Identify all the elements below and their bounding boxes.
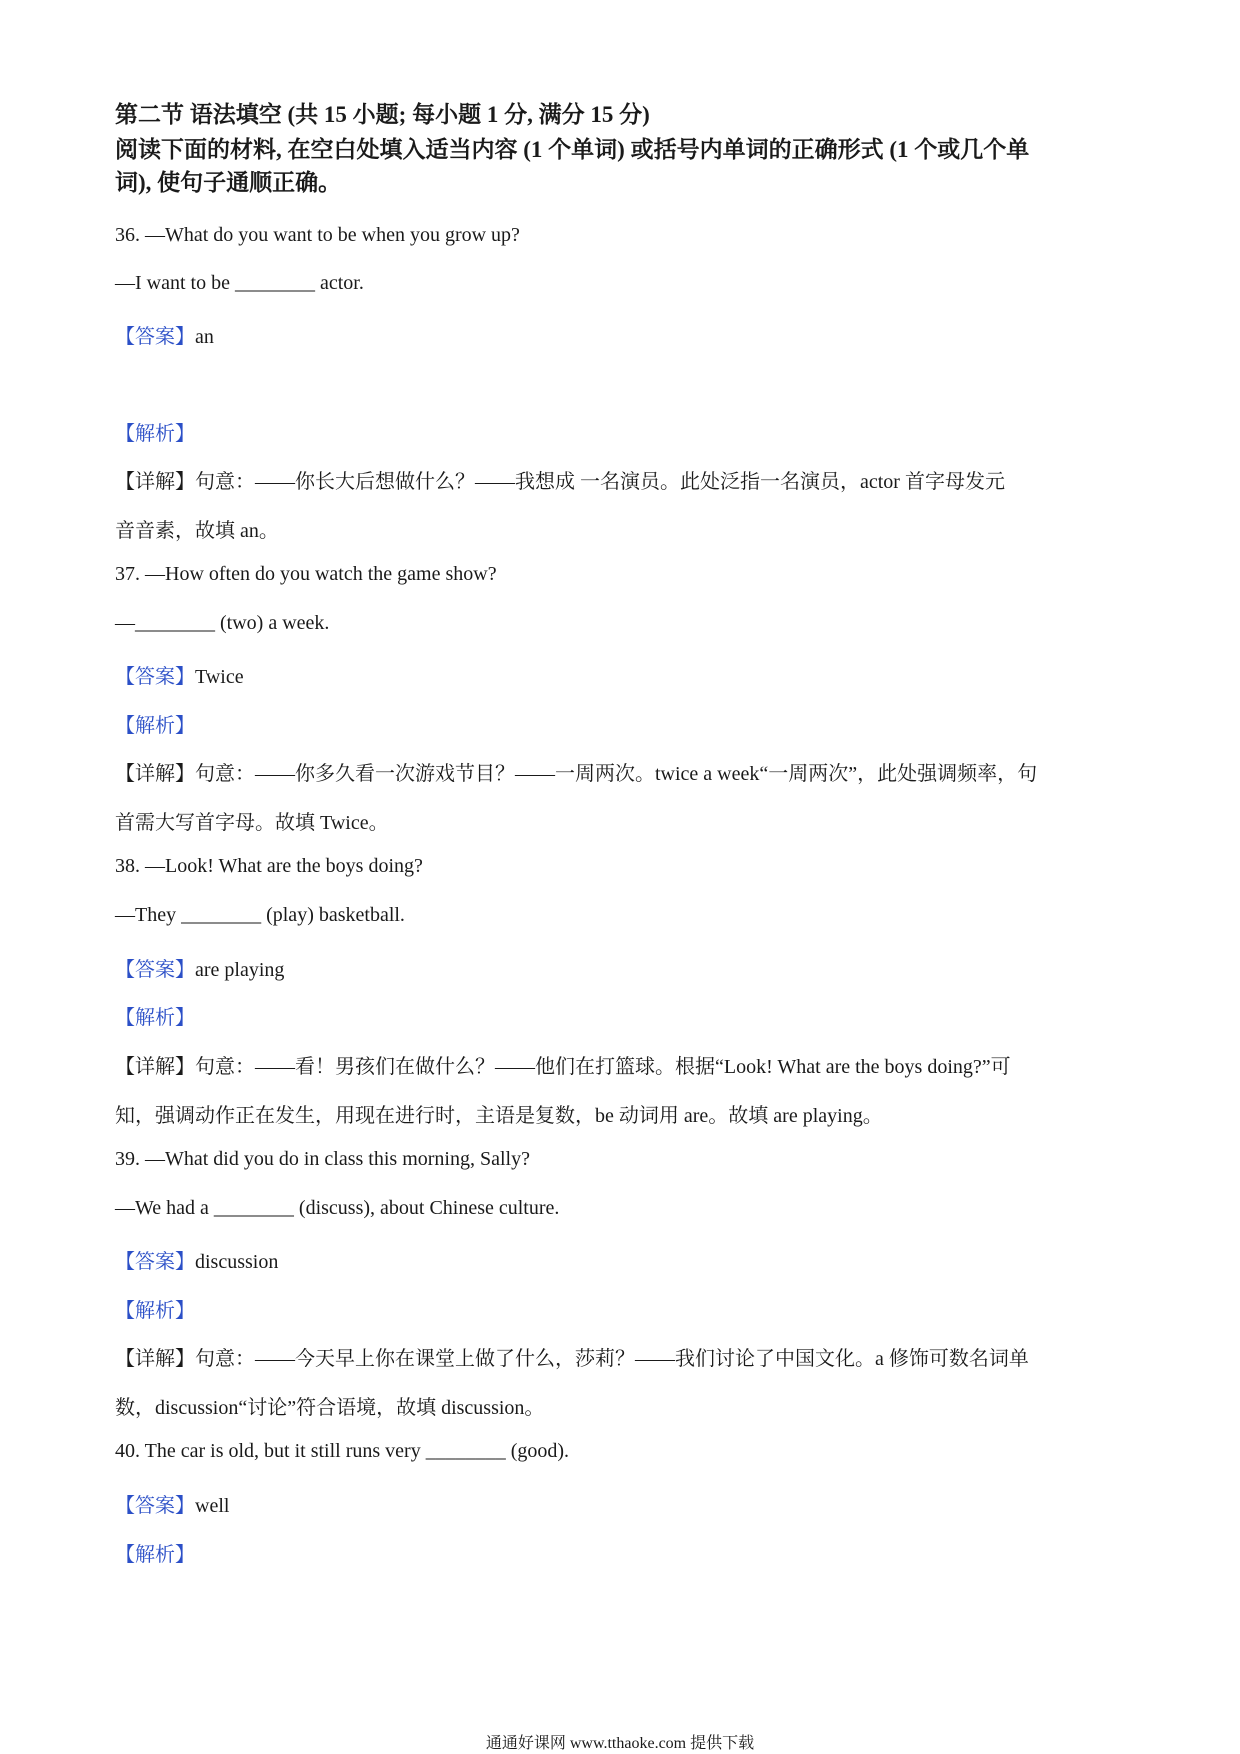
q39-question: 39. —What did you do in class this morning, Sally?: [115, 1148, 530, 1170]
section-title: 第二节 语法填空 (共 15 小题; 每小题 1 分, 满分 15 分): [115, 102, 650, 127]
q40-analysis-label: 【解析】: [115, 1544, 195, 1566]
answer-label: 【答案】: [115, 326, 195, 348]
q37-analysis-label: 【解析】: [115, 715, 195, 737]
q36-question: 36. —What do you want to be when you grow up?: [115, 224, 520, 246]
q39-detail-1: 【详解】句意：——今天早上你在课堂上做了什么，莎莉？——我们讨论了中国文化。a 修饰可数名词单: [115, 1348, 1029, 1370]
q38-detail-2: 知，强调动作正在发生，用现在进行时，主语是复数，be 动词用 are。故填 are playing。: [115, 1105, 883, 1127]
section-instruction: [115, 133, 1135, 200]
q37-answer: Twice: [195, 666, 244, 688]
q36-detail-2: 音音素，故填 an。: [115, 520, 279, 542]
detail-label: 【详解】: [115, 1056, 195, 1078]
q36-analysis-label: 【解析】: [115, 423, 195, 445]
q36-answer: an: [195, 326, 214, 348]
q40-question: 40. The car is old, but it still runs very ________ (good).: [115, 1440, 570, 1462]
q38-response: —They ________ (play) basketball.: [115, 904, 405, 926]
q37-detail-2: 首需大写首字母。故填 Twice。: [115, 812, 389, 834]
answer-label: 【答案】: [115, 666, 195, 688]
detail-label: 【详解】: [115, 471, 195, 493]
q37-response: —________ (two) a week.: [115, 612, 330, 634]
instruction-line-1: 阅读下面的材料, 在空白处填入适当内容 (1 个单词) 或括号内单词的正确形式 (1 个或几个单: [115, 137, 1030, 162]
q36-answer-row: [115, 320, 214, 349]
answer-label: 【答案】: [115, 1495, 195, 1517]
q39-analysis-label: 【解析】: [115, 1300, 195, 1322]
q36-response: —I want to be ________ actor.: [115, 272, 364, 294]
q39-response: —We had a ________ (discuss), about Chinese culture.: [115, 1197, 560, 1219]
q39-detail-2: 数，discussion“讨论”符合语境，故填 discussion。: [115, 1397, 545, 1419]
q39-answer: discussion: [195, 1251, 279, 1273]
q38-answer-row: [115, 953, 284, 982]
q38-detail-1: 【详解】句意：——看！男孩们在做什么？——他们在打篮球。根据“Look! What are the boys doing?”可: [115, 1056, 1011, 1078]
q37-answer-row: [115, 660, 244, 689]
detail-label: 【详解】: [115, 763, 195, 785]
q37-question: 37. —How often do you watch the game show?: [115, 563, 497, 585]
instruction-line-2: 词), 使句子通顺正确。: [115, 170, 342, 196]
q40-answer-row: [115, 1489, 229, 1518]
q38-analysis-label: 【解析】: [115, 1007, 195, 1029]
page-footer: 通通好课网 www.tthaoke.com 提供下载: [485, 1735, 755, 1752]
answer-label: 【答案】: [115, 1251, 195, 1273]
q39-answer-row: [115, 1245, 278, 1274]
q36-detail-1: 【详解】句意：——你长大后想做什么？——我想成 一名演员。此处泛指一名演员，actor 首字母发元: [115, 471, 1005, 493]
q38-question: 38. —Look! What are the boys doing?: [115, 855, 423, 877]
q37-detail-1: 【详解】句意：——你多久看一次游戏节目？——一周两次。twice a week“一周两次”，此处强调频率，句: [115, 763, 1038, 785]
detail-label: 【详解】: [115, 1348, 195, 1370]
q38-answer: are playing: [195, 959, 285, 981]
q40-answer: well: [195, 1495, 230, 1517]
answer-label: 【答案】: [115, 959, 195, 981]
